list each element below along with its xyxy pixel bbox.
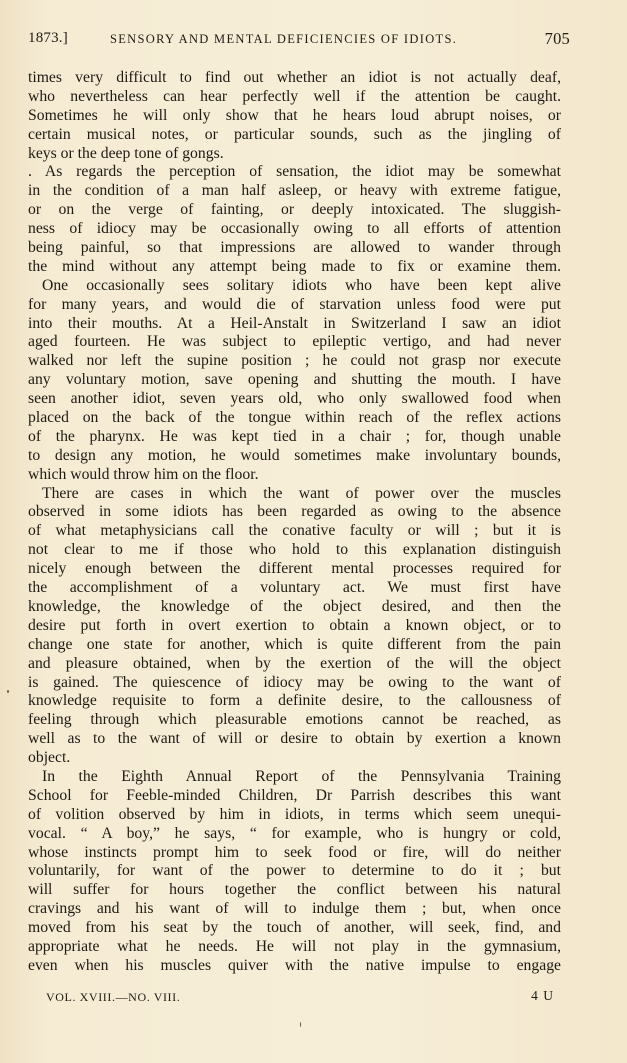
text-line: One occasionally sees solitary idiots who have been kept alive bbox=[42, 276, 561, 294]
text-line: voluntarily, for want of the power to determine to do it ; but bbox=[28, 862, 561, 880]
text-line: appropriate what he needs. He will not play in the gymnasium, bbox=[28, 937, 561, 955]
text-line: placed on the back of the tongue within reach of the reflex actions bbox=[28, 409, 561, 427]
text-line: change one state for another, which is quite different from the pain bbox=[28, 635, 561, 653]
text-line: . As regards the perception of sensation, the idiot may be somewhat bbox=[28, 163, 561, 181]
text-line: times very difficult to find out whether an idiot is not actually deaf, bbox=[28, 69, 561, 86]
text-line: observed in some idiots has been regarded as owing to the absence bbox=[28, 503, 561, 521]
signature-mark: 4 U bbox=[531, 988, 554, 1003]
ink-speck bbox=[7, 690, 9, 693]
body-text bbox=[28, 69, 561, 976]
text-line: the accomplishment of a voluntary act. We must first have bbox=[28, 579, 561, 597]
text-line: vocal. “ A boy,” he says, “ for example, who is hungry or cold, bbox=[28, 824, 561, 842]
text-line: seen another idiot, seven years old, who only swallowed food when bbox=[28, 390, 561, 408]
text-line: any voluntary motion, save opening and shutting the mouth. I have bbox=[28, 371, 561, 389]
text-line: Sometimes he will only show that he hears loud abrupt noises, or bbox=[28, 106, 561, 124]
text-line: There are cases in which the want of power over the muscles bbox=[42, 484, 561, 502]
signature-footer bbox=[46, 988, 554, 1010]
text-line: knowledge, the knowledge of the object desired, and then the bbox=[28, 597, 561, 615]
text-line: in the condition of a man half asleep, or heavy with extreme fatigue, bbox=[28, 182, 561, 200]
text-line: aged fourteen. He was subject to epileptic vertigo, and had never bbox=[28, 333, 561, 351]
text-line: which would throw him on the floor. bbox=[28, 465, 259, 483]
text-line: is gained. The quiescence of idiocy may be owing to the want of bbox=[28, 673, 561, 691]
text-line: nicely enough between the different mental processes required for bbox=[28, 560, 561, 578]
text-line: the mind without any attempt being made to fix or examine them. bbox=[28, 257, 561, 275]
page-number: 705 bbox=[544, 29, 570, 48]
text-line: cravings and his want of will to indulge them ; but, when once bbox=[28, 900, 561, 918]
running-header bbox=[28, 29, 570, 52]
volume-label: VOL. XVIII.—NO. VIII. bbox=[46, 990, 181, 1004]
text-line: In the Eighth Annual Report of the Pennsylvania Training bbox=[42, 767, 561, 785]
text-line: knowledge requisite to form a definite desire, to the callousness of bbox=[28, 692, 561, 710]
text-line: keys or the deep tone of gongs. bbox=[28, 144, 224, 162]
text-line: and pleasure obtained, when by the exertion of the will the object bbox=[28, 654, 561, 672]
text-line: of the pharynx. He was kept tied in a chair ; for, though unable bbox=[28, 427, 561, 445]
text-line: whose instincts prompt him to seek food or fire, will do neither bbox=[28, 843, 561, 861]
text-line: will suffer for hours together the conflict between his natural bbox=[28, 881, 561, 899]
text-line: who nevertheless can hear perfectly well if the attention be caught. bbox=[28, 87, 561, 105]
text-line: being painful, so that impressions are allowed to wander through bbox=[28, 239, 561, 257]
text-line: feeling through which pleasurable emotions cannot be reached, as bbox=[28, 711, 561, 729]
text-line: walked nor left the supine position ; he could not grasp nor execute bbox=[28, 352, 561, 370]
text-line: certain musical notes, or particular sounds, such as the jingling of bbox=[28, 125, 561, 143]
text-line: of what metaphysicians call the conative faculty or will ; but it is bbox=[28, 522, 561, 540]
text-line: well as to the want of will or desire to obtain by exertion a known bbox=[28, 730, 561, 748]
text-line: object. bbox=[28, 749, 71, 767]
header-year: 1873.] bbox=[28, 30, 68, 46]
text-line: ness of idiocy may be occasionally owing to all efforts of attention bbox=[28, 220, 561, 238]
text-line: or on the verge of fainting, or deeply intoxicated. The sluggish- bbox=[28, 201, 561, 219]
text-line: even when his muscles quiver with the native impulse to engage bbox=[28, 956, 561, 974]
ink-speck bbox=[300, 1022, 301, 1027]
header-title: SENSORY AND MENTAL DEFICIENCIES OF IDIOTS. bbox=[110, 32, 458, 46]
text-line: into their mouths. At a Heil-Anstalt in Switzerland I saw an idiot bbox=[28, 314, 561, 332]
text-line: School for Feeble-minded Children, Dr Parrish describes this want bbox=[28, 786, 561, 804]
text-line: desire put forth in overt exertion to obtain a known object, or to bbox=[28, 616, 561, 634]
text-line: for many years, and would die of starvation unless food were put bbox=[28, 295, 561, 313]
text-line: to design any motion, he would sometimes make involuntary bounds, bbox=[28, 446, 561, 464]
text-line: moved from his seat by the touch of another, will seek, find, and bbox=[28, 919, 561, 937]
text-line: of volition observed by him in idiots, in terms which seem unequi- bbox=[28, 805, 561, 823]
text-line: not clear to me if those who hold to this explanation distinguish bbox=[28, 541, 561, 559]
